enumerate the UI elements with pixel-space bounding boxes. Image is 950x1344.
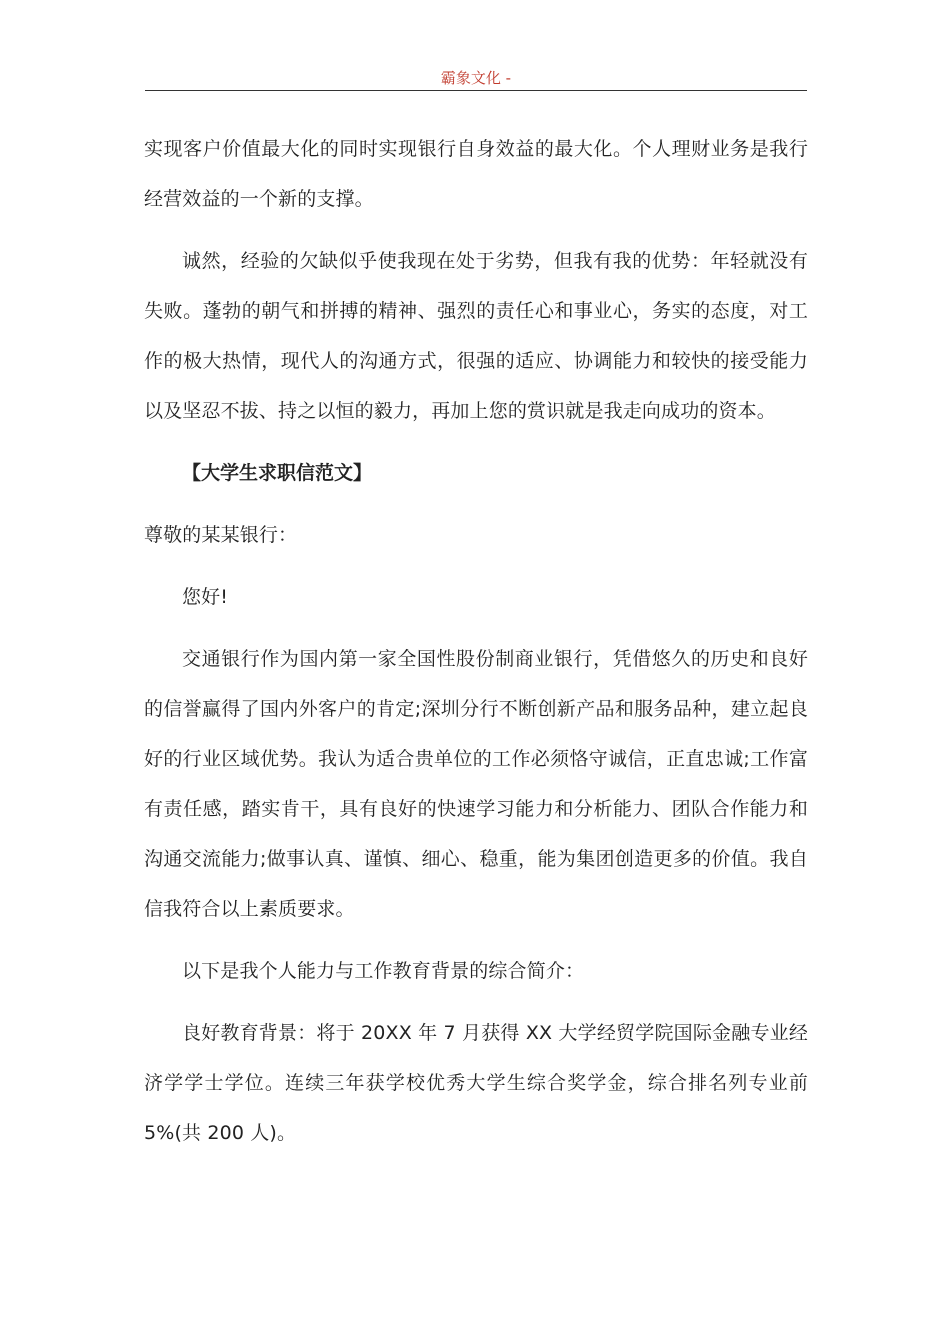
salutation: 尊敬的某某银行： — [144, 524, 298, 546]
page-header: 霸象文化 - — [440, 69, 512, 87]
paragraph-bank-intro: 交通银行作为国内第一家全国性股份制商业银行，凭借悠久的历史和良好的信誉赢得了国内外客户的肯定;深圳分行不断创新产品和服务品种，建立起良好的行业区域优势。我认为适合贵单位的工作必须恪守诚信，正直忠诚;工作富有责任感，踏实肯干，具有良好的快速学习能力和分析能力、团队合作能力和沟通交流能力;做事认真、谨慎、细心、稳重，能为集团创造更多的价值。我自信我符合以上素质要求。 — [144, 648, 808, 920]
document-body — [144, 124, 808, 1170]
paragraph-continuation: 实现客户价值最大化的同时实现银行自身效益的最大化。个人理财业务是我行经营效益的一个新的支撑。 — [144, 138, 808, 210]
section-heading: 【大学生求职信范文】 — [182, 462, 373, 484]
header-divider — [145, 90, 807, 91]
paragraph-advantages: 诚然，经验的欠缺似乎使我现在处于劣势，但我有我的优势：年轻就没有失败。蓬勃的朝气和拼搏的精神、强烈的责任心和事业心，务实的态度，对工作的极大热情，现代人的沟通方式，很强的适应、协调能力和较快的接受能力以及坚忍不拔、持之以恒的毅力，再加上您的赏识就是我走向成功的资本。 — [144, 250, 808, 422]
paragraph-summary-intro: 以下是我个人能力与工作教育背景的综合简介： — [182, 960, 585, 982]
paragraph-education: 良好教育背景：将于 20XX 年 7 月获得 XX 大学经贸学院国际金融专业经济学学士学位。连续三年获学校优秀大学生综合奖学金，综合排名列专业前 5%(共 200 人)。 — [144, 1022, 808, 1144]
greeting: 您好! — [182, 586, 229, 608]
